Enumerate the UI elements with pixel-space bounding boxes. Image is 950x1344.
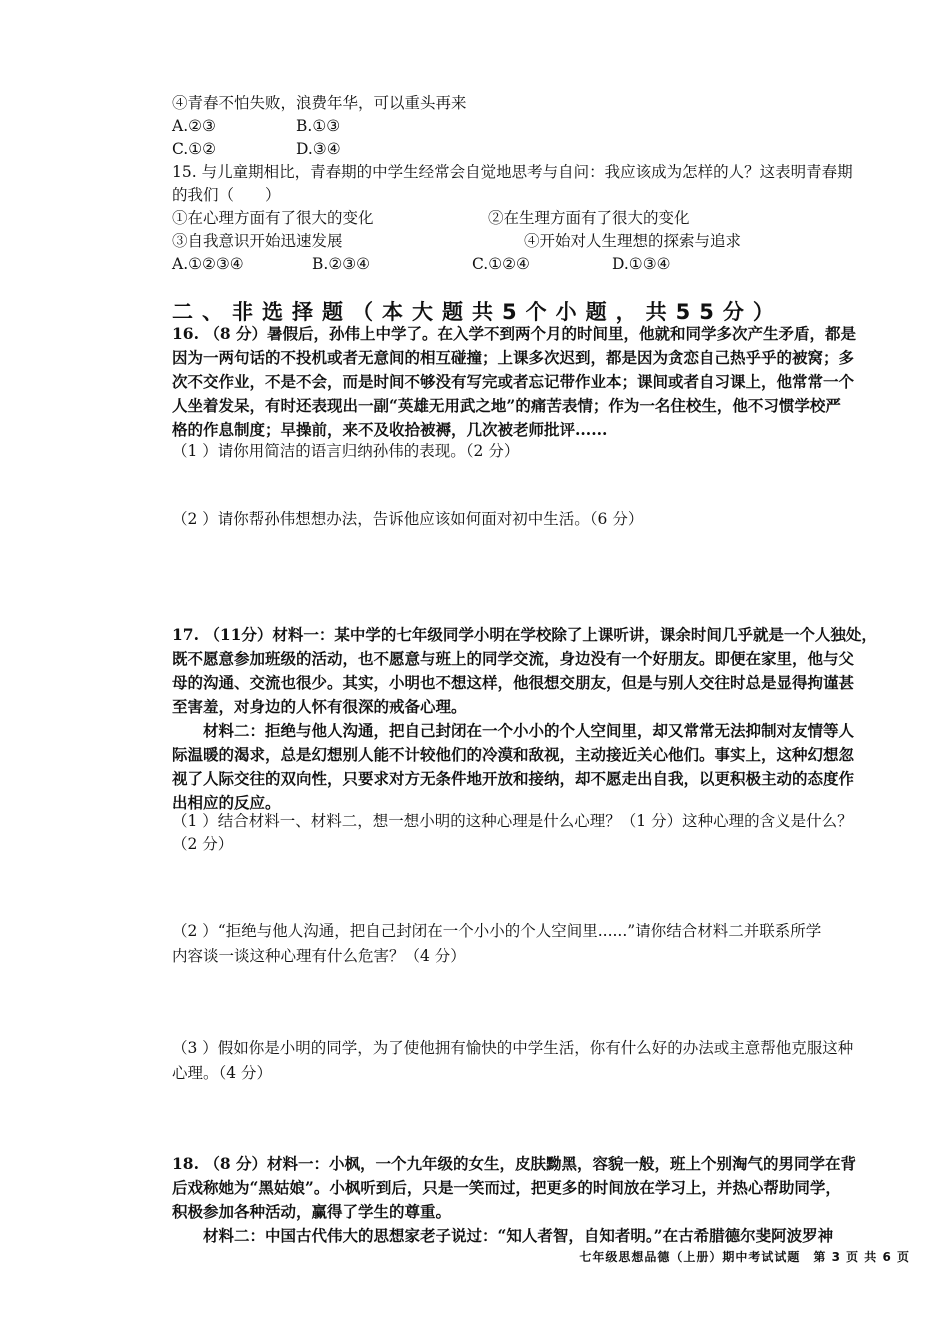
q17-material-1-line-2: 既不愿意参加班级的活动，也不愿意与班上的同学交流，身边没有一个好朋友。即便在家里，他与父 (172, 649, 855, 668)
q15-item-1: ①在心理方面有了很大的变化 (172, 209, 374, 227)
q17-sub-question-2-line-2: 内容谈一谈这种心理有什么危害？（4 分） (172, 947, 466, 965)
q16-sub-question-2: （2 ）请你帮孙伟想想办法，告诉他应该如何面对初中生活。（6 分） (172, 510, 644, 528)
q16-line-4: 人坐着发呆，有时还表现出一副“英雄无用武之地”的痛苦表情；作为一名住校生，他不习惯学校严 (172, 396, 841, 415)
q14-option-a: A.②③ (172, 117, 216, 135)
q17-material-1-line-3: 母的沟通、交流也很少。其实，小明也不想这样，他很想交朋友，但是与别人交往时总是显得拘谨甚 (172, 673, 855, 692)
q16-line-2: 因为一两句话的不投机或者无意间的相互碰撞；上课多次迟到，都是因为贪恋自己热乎乎的被窝；多 (172, 348, 855, 367)
q18-line-2: 后戏称她为“黑姑娘”。小枫听到后，只是一笑而过，把更多的时间放在学习上，并热心帮助同学， (172, 1178, 841, 1197)
page-footer: 七年级思想品德（上册）期中考试试题 第 3 页 共 6 页 (579, 1250, 910, 1264)
q14-option-d: D.③④ (296, 140, 341, 158)
q16-sub-question-1: （1 ）请你用简洁的语言归纳孙伟的表现。（2 分） (172, 442, 520, 460)
q17-material-1-line-4: 至害羞，对身边的人怀有很深的戒备心理。 (172, 697, 467, 716)
q18-line-4: 材料二：中国古代伟大的思想家老子说过：“知人者智，自知者明。”在古希腊德尔斐阿波罗神 (172, 1226, 834, 1245)
q17-sub-question-1-line-1: （1 ）结合材料一、材料二，想一想小明的这种心理是什么心理？（1 分）这种心理的含义是什么？ (172, 812, 853, 830)
q16-line-1: 16. （8 分）暑假后，孙伟上中学了。在入学不到两个月的时间里，他就和同学多次产生矛盾，都是 (172, 324, 857, 343)
q15-stem-line-2: 的我们（ ） (172, 186, 281, 204)
q17-sub-question-2-line-1: （2 ）“拒绝与他人沟通，把自己封闭在一个小小的个人空间里......”请你结合材料二并联系所学 (172, 922, 822, 940)
q15-option-b: B.②③④ (312, 255, 371, 273)
q14-option-b: B.①③ (296, 117, 341, 135)
q15-item-4: ④开始对人生理想的探索与追求 (524, 232, 742, 250)
q18-line-3: 积极参加各种活动，赢得了学生的尊重。 (172, 1202, 452, 1221)
q17-sub-question-1-line-2: （2 分） (172, 835, 234, 853)
q15-item-3: ③自我意识开始迅速发展 (172, 232, 343, 250)
q18-line-1: 18. （8 分）材料一：小枫，一个九年级的女生，皮肤黝黑，容貌一般，班上个别淘气的男同学在背 (172, 1154, 857, 1173)
q14-item-4: ④青春不怕失败，浪费年华，可以重头再来 (172, 94, 467, 112)
q15-option-c: C.①②④ (472, 255, 530, 273)
q14-option-c: C.①② (172, 140, 217, 158)
q16-line-5: 格的作息制度；早操前，来不及收拾被褥，几次被老师批评...... (172, 420, 608, 439)
q15-option-a: A.①②③④ (172, 255, 244, 273)
q17-material-2-line-4: 出相应的反应。 (172, 793, 281, 812)
q17-material-2-line-2: 际温暖的渴求，总是幻想别人能不计较他们的冷漠和敌视，主动接近关心他们。事实上，这种幻想忽 (172, 745, 855, 764)
q17-material-2-line-3: 视了人际交往的双向性，只要求对方无条件地开放和接纳，却不愿走出自我，以更积极主动的态度作 (172, 769, 855, 788)
q17-material-1-line-1: 17. （11分）材料一：某中学的七年级同学小明在学校除了上课听讲，课余时间几乎就是一个人独处， (172, 625, 877, 644)
q17-sub-question-3-line-2: 心理。（4 分） (172, 1064, 273, 1082)
q17-sub-question-3-line-1: （3 ）假如你是小明的同学，为了使他拥有愉快的中学生活，你有什么好的办法或主意帮他克服这种 (172, 1039, 854, 1057)
q15-option-d: D.①③④ (612, 255, 671, 273)
q15-item-2: ②在生理方面有了很大的变化 (488, 209, 690, 227)
q16-line-3: 次不交作业，不是不会，而是时间不够没有写完或者忘记带作业本；课间或者自习课上，他常常一个 (172, 372, 855, 391)
q15-stem-line-1: 15. 与儿童期相比，青春期的中学生经常会自觉地思考与自问：我应该成为怎样的人？这表明青春期 (172, 163, 853, 181)
section-2-heading: 二、非选择题（本大题共5个小题，共55分） (172, 300, 783, 324)
q17-material-2-line-1: 材料二：拒绝与他人沟通，把自己封闭在一个小小的个人空间里，却又常常无法抑制对友情等人 (172, 721, 855, 740)
